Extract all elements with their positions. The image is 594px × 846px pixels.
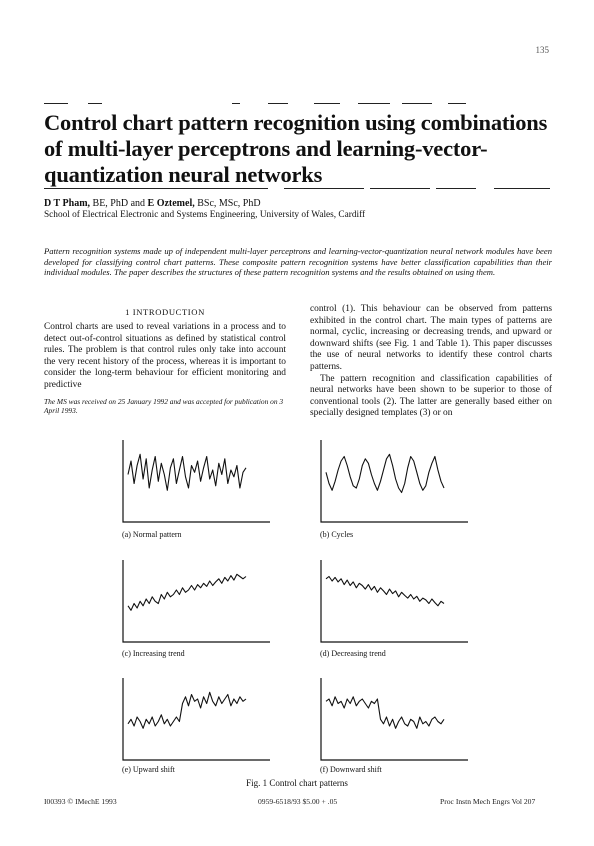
- title-rule: [436, 188, 476, 189]
- top-rule: [88, 103, 102, 104]
- caption-a: (a) Normal pattern: [122, 530, 182, 539]
- chart-svg-d: [320, 558, 470, 643]
- author-2-degrees: BSc, MSc, PhD: [197, 198, 261, 209]
- caption-e: (e) Upward shift: [122, 765, 175, 774]
- abstract: Pattern recognition systems made up of independent multi-layer perceptrons and learning-vector-quantization neural network modules have been developed for classifying control chart patterns. These composite pattern recognition systems have better classification capabilities than their individual modules. The paper describes the structures of these pattern recognition systems and the results obtained on using them.: [44, 246, 552, 277]
- intro-right-column: [310, 304, 552, 420]
- series-line-c: [128, 574, 246, 610]
- chart-svg-e: [122, 676, 272, 761]
- author-1-degrees: BE, PhD and: [92, 198, 146, 209]
- chart-panel-e: [122, 676, 272, 761]
- chart-axes: [321, 560, 468, 642]
- affiliation: School of Electrical Electronic and Systems Engineering, University of Wales, Cardiff: [44, 210, 366, 220]
- author-2-name: E Oztemel,: [147, 198, 195, 209]
- chart-panel-a: [122, 438, 272, 523]
- top-rule: [448, 103, 466, 104]
- title-rule: [284, 188, 364, 189]
- intro-left-column: [44, 322, 286, 392]
- top-rule: [268, 103, 288, 104]
- authors: [44, 198, 261, 209]
- caption-f: (f) Downward shift: [320, 765, 382, 774]
- chart-axes: [321, 678, 468, 760]
- chart-svg-f: [320, 676, 470, 761]
- top-rule: [314, 103, 340, 104]
- footer-right: Proc Instn Mech Engrs Vol 207: [440, 797, 536, 806]
- author-1-name: D T Pham,: [44, 198, 91, 209]
- top-rule: [402, 103, 432, 104]
- chart-axes: [123, 678, 270, 760]
- chart-svg-b: [320, 438, 470, 523]
- intro-paragraph-3: The pattern recognition and classification capabilities of neural networks have been shown to be superior to those of conventional tools (2). The latter are generally based either on specially designed templates (3) or on: [310, 373, 552, 419]
- chart-svg-a: [122, 438, 272, 523]
- paper-title: Control chart pattern recognition using combinations of multi-layer perceptrons and learning-vector-quantization neural networks: [44, 110, 548, 187]
- intro-paragraph-2: control (1). This behaviour can be observed from patterns exhibited in the control chart. The main types of patterns are normal, cyclic, increasing or decreasing trends, and upward or downward shifts (see Fig. 1 and Table 1). This paper discusses the use of neural networks to identify these control charts patterns.: [310, 304, 552, 372]
- top-rule: [44, 103, 68, 104]
- chart-axes: [321, 440, 468, 522]
- top-rule: [358, 103, 390, 104]
- series-line-f: [326, 697, 444, 729]
- top-rule: [232, 103, 240, 104]
- chart-panel-c: [122, 558, 272, 643]
- section-heading: 1 INTRODUCTION: [125, 307, 205, 317]
- caption-c: (c) Increasing trend: [122, 649, 185, 658]
- title-rule: [370, 188, 430, 189]
- chart-panel-d: [320, 558, 470, 643]
- chart-svg-c: [122, 558, 272, 643]
- chart-axes: [123, 440, 270, 522]
- caption-d: (d) Decreasing trend: [320, 649, 386, 658]
- figure-caption: Fig. 1 Control chart patterns: [246, 778, 348, 788]
- chart-panel-f: [320, 676, 470, 761]
- page-number: 135: [535, 45, 549, 55]
- series-line-b: [326, 454, 444, 492]
- caption-b: (b) Cycles: [320, 530, 354, 539]
- received-footnote: The MS was received on 25 January 1992 and was accepted for publication on 3 April 1993.: [44, 397, 284, 415]
- series-line-e: [128, 692, 246, 728]
- chart-panel-b: [320, 438, 470, 523]
- series-line-d: [326, 577, 444, 606]
- title-rule: [44, 188, 268, 189]
- intro-paragraph: Control charts are used to reveal variations in a process and to detect out-of-control situations as defined by statistical control rules. The problem is that control rules only take into account the very recent history of the process, whereas it is important to consider the long-term behaviour for efficient monitoring and predictive: [44, 322, 286, 390]
- footer-left: I00393 © IMechE 1993: [44, 797, 117, 806]
- series-line-a: [128, 454, 246, 490]
- footer-center: 0959-6518/93 $5.00 + .05: [258, 797, 338, 806]
- title-rule: [494, 188, 550, 189]
